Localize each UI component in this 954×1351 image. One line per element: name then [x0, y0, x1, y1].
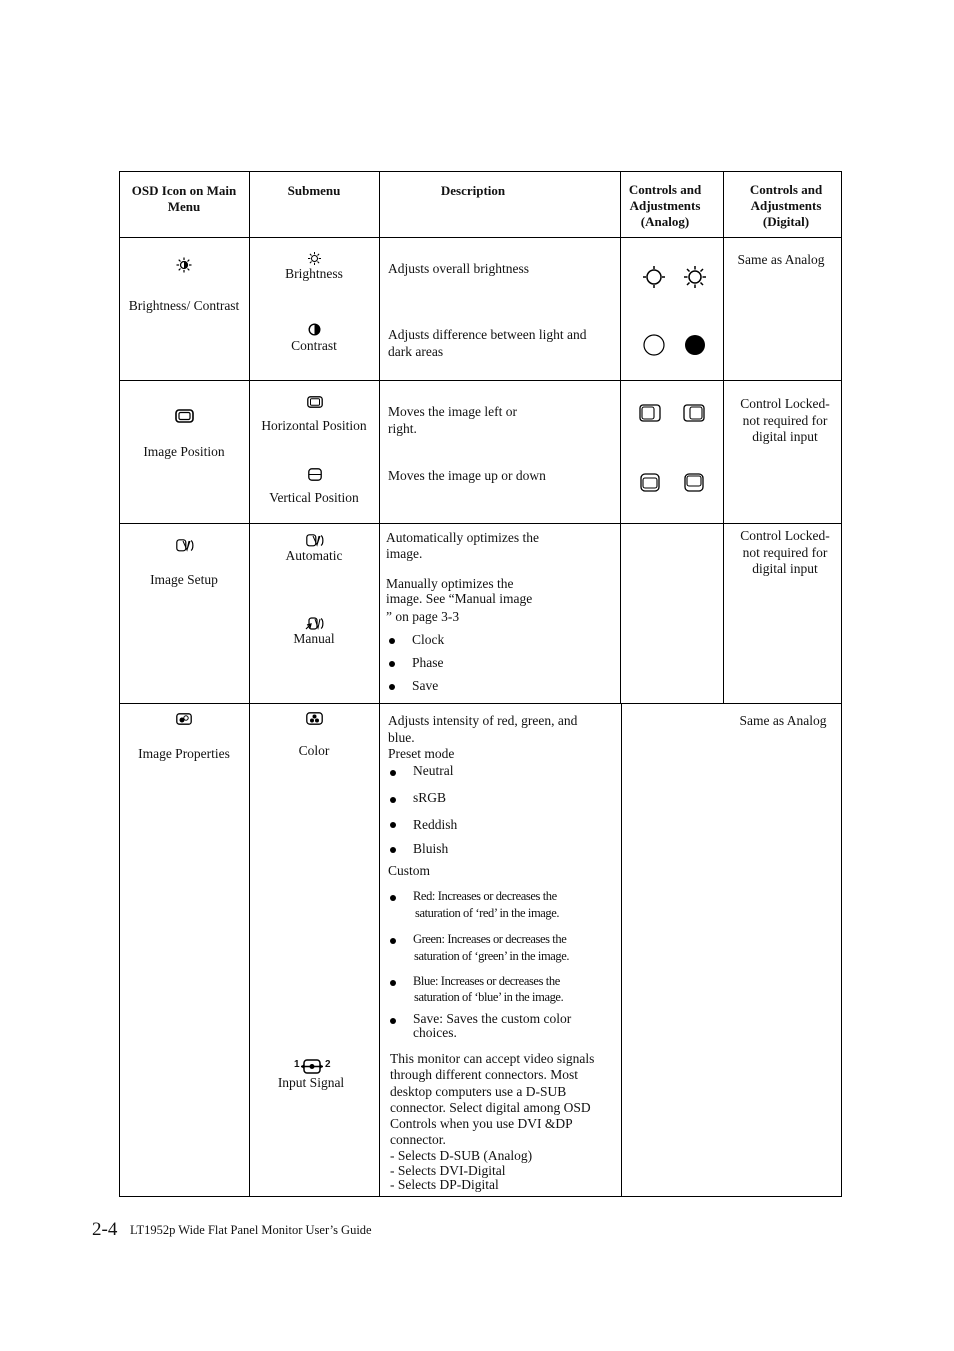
table-row-divider — [119, 523, 842, 524]
custom-green-line-2: saturation of ‘green’ in the image. — [414, 949, 570, 963]
contrast-decrease-icon — [643, 334, 665, 356]
automatic-icon — [306, 534, 324, 547]
header-digital: Controls and Adjustments (Digital) — [749, 182, 823, 229]
header-submenu: Submenu — [287, 183, 341, 198]
manual-description-line-1: Manually optimizes the — [386, 576, 514, 591]
brightness-description: Adjusts overall brightness — [388, 261, 529, 276]
input-option-dvi: - Selects DVI-Digital — [390, 1163, 506, 1178]
custom-red-line-2: saturation of ‘red’ in the image. — [415, 906, 560, 920]
manual-description-line-2: image. See “Manual image — [386, 591, 533, 606]
move-down-icon — [640, 473, 660, 492]
manual-icon — [306, 617, 324, 631]
input-signal-icon-1: 1 — [294, 1059, 300, 1070]
brightness-contrast-digital: Same as Analog — [737, 252, 825, 267]
input-signal-label: Input Signal — [277, 1075, 345, 1090]
bullet — [390, 1018, 396, 1024]
brightness-icon — [308, 252, 321, 265]
input-signal-description: This monitor can accept video signals through different connectors. Most desktop computers use a D-SUB connector. Select digital among OSD Controls when you use DVI &DP connector. — [390, 1051, 595, 1148]
image-properties-digital: Same as Analog — [739, 713, 827, 728]
custom-red-line-1: Red: Increases or decreases the — [413, 889, 557, 903]
bullet — [389, 661, 395, 667]
bullet — [390, 980, 396, 986]
image-position-icon — [175, 409, 194, 423]
table-border-left — [119, 171, 120, 1197]
preset-bluish: Bluish — [413, 841, 449, 856]
horizontal-position-icon — [307, 396, 323, 408]
horizontal-position-label: Horizontal Position — [261, 418, 367, 433]
input-switch-icon — [301, 1059, 325, 1075]
manual-item-save: Save — [412, 678, 439, 693]
table-border-top — [119, 171, 842, 172]
bullet — [390, 938, 396, 944]
image-setup-digital: Control Locked- not required for digital input — [740, 528, 830, 576]
table-border-bottom — [119, 1196, 842, 1197]
input-option-dp: - Selects DP-Digital — [390, 1177, 499, 1192]
table-col-divider — [620, 171, 621, 704]
image-position-main-label: Image Position — [143, 444, 225, 459]
bullet — [390, 770, 396, 776]
table-row-divider — [119, 237, 842, 238]
preset-srgb: sRGB — [413, 790, 447, 805]
image-setup-icon — [176, 539, 194, 552]
brightness-contrast-icon — [176, 257, 192, 273]
document-title: LT1952p Wide Flat Panel Monitor User’s Guide — [130, 1223, 372, 1237]
table-col-divider — [379, 171, 380, 1197]
preset-neutral: Neutral — [413, 763, 454, 778]
image-position-digital: Control Locked- not required for digital input — [740, 396, 830, 444]
automatic-description: Automatically optimizes the image. — [386, 530, 539, 561]
move-right-icon — [683, 404, 705, 422]
bullet — [390, 847, 396, 853]
preset-reddish: Reddish — [413, 817, 458, 832]
contrast-description: Adjusts difference between light and dark areas — [388, 327, 587, 359]
manual-item-phase: Phase — [412, 655, 444, 670]
table-col-divider — [249, 171, 250, 1197]
header-analog: Controls and Adjustments (Analog) — [628, 182, 702, 229]
contrast-label: Contrast — [291, 338, 337, 353]
manual-item-clock: Clock — [412, 632, 445, 647]
bullet — [389, 638, 395, 644]
vertical-position-icon — [308, 468, 322, 481]
header-osd-icon: OSD Icon on Main Menu — [131, 183, 237, 214]
horizontal-position-description: Moves the image left or right. — [388, 404, 517, 436]
image-properties-main-label: Image Properties — [138, 746, 230, 761]
bullet — [389, 684, 395, 690]
bullet — [390, 822, 396, 828]
custom-save: Save: Saves the custom color choices. — [413, 1011, 572, 1040]
custom-green-line-1: Green: Increases or decreases the — [413, 932, 567, 946]
automatic-label: Automatic — [285, 548, 343, 563]
brightness-label: Brightness — [285, 266, 343, 281]
table-row-divider — [119, 703, 842, 704]
brightness-decrease-icon — [643, 266, 665, 288]
bullet — [390, 797, 396, 803]
custom-blue-line-2: saturation of ‘blue’ in the image. — [414, 990, 564, 1004]
vertical-position-label: Vertical Position — [269, 490, 359, 505]
manual-description-line-3: ” on page 3-3 — [386, 609, 460, 624]
custom-blue-line-1: Blue: Increases or decreases the — [413, 974, 560, 988]
custom-label: Custom — [388, 863, 431, 878]
color-label: Color — [298, 743, 330, 758]
table-col-divider — [621, 703, 622, 1197]
manual-label: Manual — [293, 631, 335, 646]
image-setup-main-label: Image Setup — [150, 572, 218, 587]
input-option-dsub: - Selects D-SUB (Analog) — [390, 1148, 533, 1163]
table-col-divider — [723, 171, 724, 704]
image-properties-icon — [176, 713, 192, 725]
table-row-divider — [119, 380, 842, 381]
input-signal-icon — [294, 1059, 334, 1075]
contrast-increase-icon — [684, 334, 706, 356]
brightness-increase-icon — [684, 266, 706, 288]
table-border-right — [841, 171, 842, 1197]
input-signal-icon-2: 2 — [325, 1059, 331, 1070]
brightness-contrast-main-label: Brightness/ Contrast — [128, 298, 240, 313]
header-description: Description — [440, 183, 506, 198]
move-left-icon — [639, 404, 661, 422]
bullet — [390, 895, 396, 901]
vertical-position-description: Moves the image up or down — [388, 468, 546, 483]
contrast-icon — [308, 323, 321, 336]
color-icon — [306, 712, 323, 725]
move-up-icon — [684, 473, 704, 492]
color-description: Adjusts intensity of red, green, and blue. — [388, 713, 578, 745]
preset-mode-label: Preset mode — [388, 746, 455, 761]
page-number: 2-4 — [92, 1219, 118, 1240]
